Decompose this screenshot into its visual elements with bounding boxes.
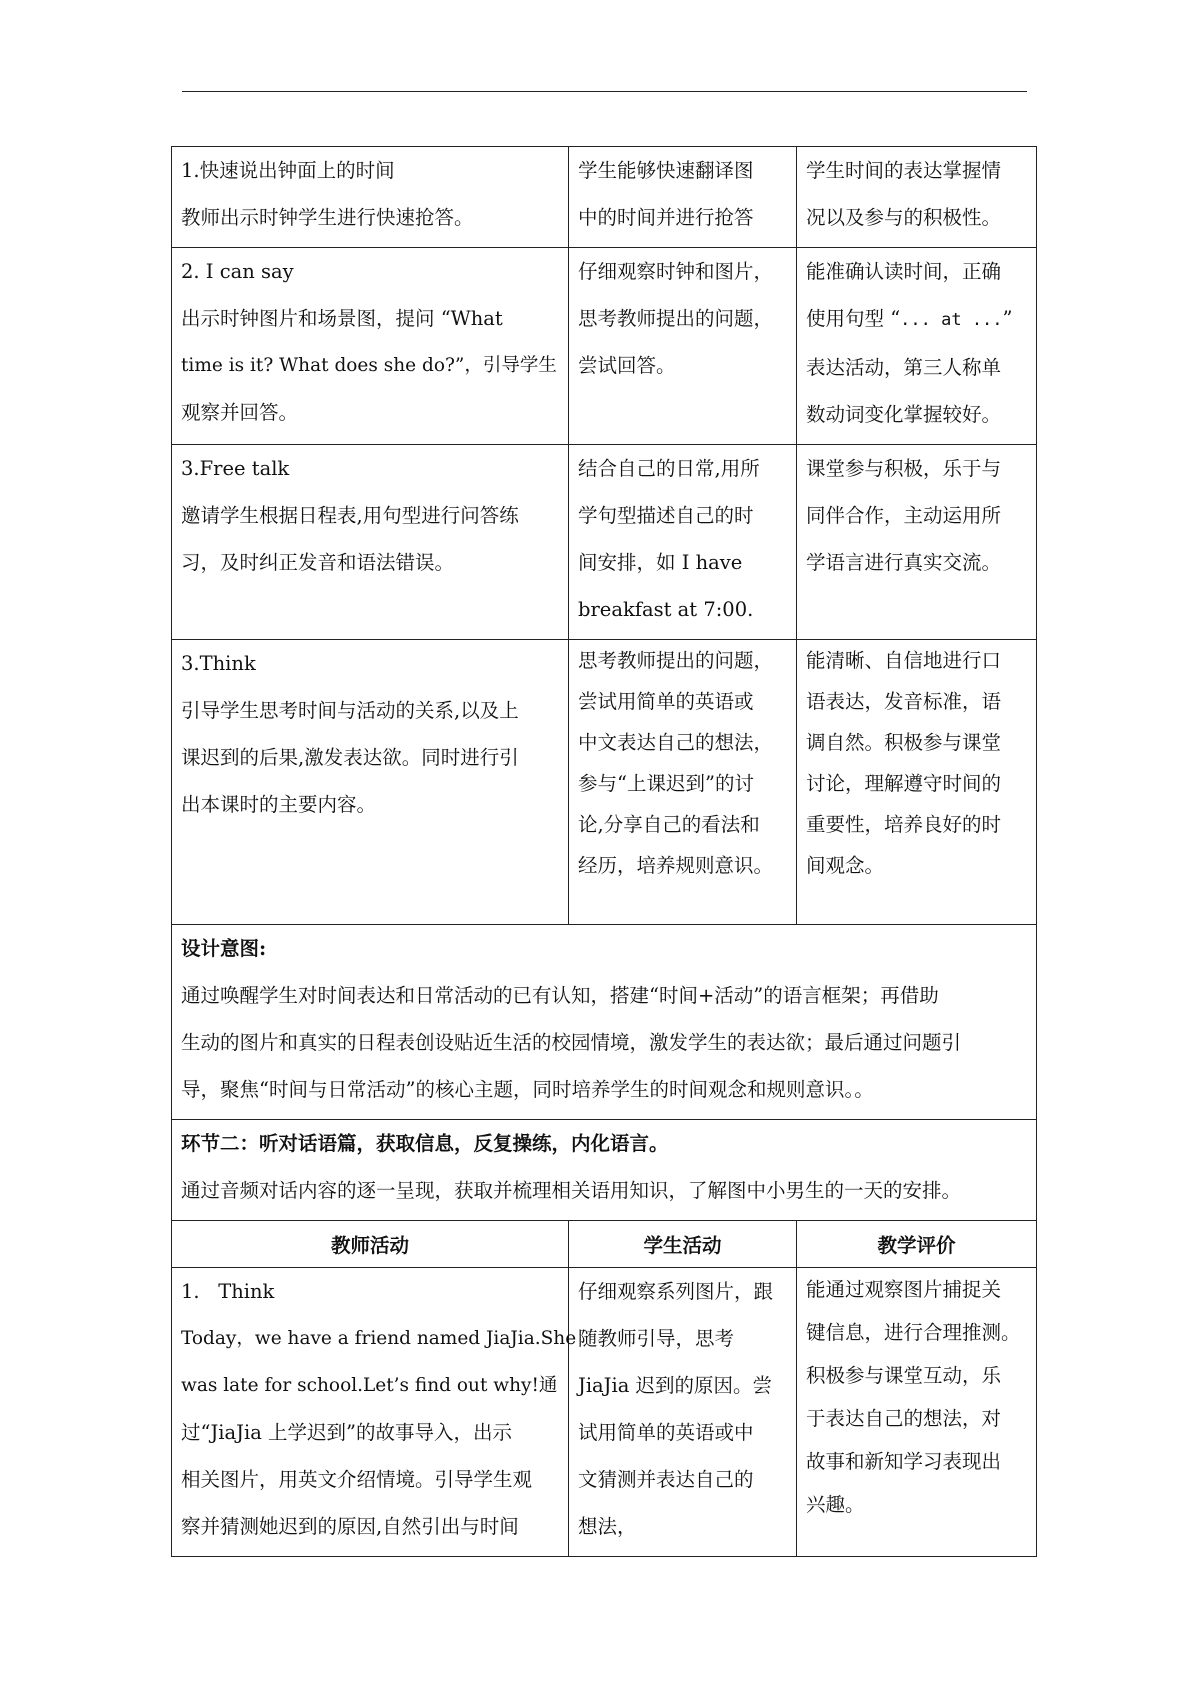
text-line: 通过唤醒学生对时间表达和日常活动的已有认知，搭建“时间+活动”的语言框架；再借助 (181, 984, 939, 1007)
text-line: 3.Think (181, 652, 256, 675)
text-line: 课堂参与积极，乐于与 (806, 457, 1002, 480)
text-line: 能清晰、自信地进行口 (806, 649, 1002, 672)
text-line: 间观念。 (806, 854, 885, 877)
text-line: 调自然。积极参与课堂 (806, 731, 1002, 754)
evaluation-cell (797, 640, 1037, 925)
text-line: 数动词变化掌握较好。 (806, 403, 1002, 426)
text-line: 学生能够快速翻译图 (578, 159, 754, 182)
text-line: 生动的图片和真实的日程表创设贴近生活的校园情境，激发学生的表达欲；最后通过问题引 (181, 1031, 962, 1054)
text-line: 参与“上课迟到”的讨 (578, 772, 754, 795)
text-line: 仔细观察时钟和图片， (578, 260, 774, 283)
teacher-activity-cell (172, 147, 569, 248)
text-line: 积极参与课堂互动，乐 (806, 1364, 1002, 1387)
text-line: 键信息，进行合理推测。 (806, 1321, 1021, 1344)
text-line: 讨论，理解遵守时间的 (806, 772, 1002, 795)
teacher-activity-cell (172, 1268, 577, 1557)
text-fragment: 使用句型 “ (806, 307, 901, 330)
text-line: 出示时钟图片和场景图，提问 “What (181, 307, 503, 330)
text-line: 1. Think (181, 1280, 275, 1303)
text-line: 学语言进行真实交流。 (806, 551, 1002, 574)
text-line: 能通过观察图片捕捉关 (806, 1278, 1002, 1301)
text-line: 试用简单的英语或中 (578, 1421, 754, 1444)
section-cell (172, 1120, 1037, 1221)
column-header-student: 学生活动 (569, 1221, 797, 1268)
text-line: 相关图片，用英文介绍情境。引导学生观 (181, 1468, 533, 1491)
evaluation-cell (797, 1268, 1037, 1557)
column-header-teacher: 教师活动 (172, 1221, 569, 1268)
text-line: 察并猜测她迟到的原因,自然引出与时间 (181, 1515, 519, 1538)
text-line: 语表达，发音标准，语 (806, 690, 1002, 713)
text-line: 文猜测并表达自己的 (578, 1468, 754, 1491)
text-line: 同伴合作，主动运用所 (806, 504, 1002, 527)
section-description: 通过音频对话内容的逐一呈现，获取并梳理相关语用知识，了解图中小男生的一天的安排。 (181, 1179, 962, 1202)
text-line: 尝试用简单的英语或 (578, 690, 754, 713)
design-intent-row (172, 925, 1037, 1120)
table-header-row (172, 1221, 1037, 1268)
text-line: 间安排，如 I have (578, 551, 743, 574)
student-activity-cell (569, 640, 797, 925)
text-line: time is it? What does she do?”，引导学生 (181, 355, 557, 376)
text-fragment: ” (1002, 307, 1013, 330)
text-line: 尝试回答。 (578, 354, 676, 377)
table-row (172, 1268, 1037, 1557)
text-line: 经历，培养规则意识。 (578, 854, 774, 877)
text-line: Today，we have a friend named JiaJia.She (181, 1328, 577, 1349)
text-line: 能准确认读时间，正确 (806, 260, 1002, 283)
design-intent-cell (172, 925, 1037, 1120)
text-line: 仔细观察系列图片，跟 (578, 1280, 774, 1303)
teacher-activity-cell (172, 445, 569, 640)
text-line: 3.Free talk (181, 457, 290, 480)
lesson-plan-table (171, 146, 1037, 1557)
text-line: 观察并回答。 (181, 401, 299, 424)
text-line: 邀请学生根据日程表,用句型进行问答练 (181, 504, 519, 527)
student-activity-cell (569, 147, 797, 248)
text-line: 于表达自己的想法，对 (806, 1407, 1002, 1430)
text-line: 随教师引导，思考 (578, 1327, 735, 1350)
evaluation-cell (797, 445, 1037, 640)
student-activity-cell (569, 445, 797, 640)
text-line: 思考教师提出的问题， (578, 649, 774, 672)
table-row (172, 248, 1037, 445)
text-line: breakfast at 7:00. (578, 598, 754, 621)
table-row (172, 640, 1037, 925)
text-line: 中文表达自己的想法， (578, 731, 774, 754)
text-line: 表达活动，第三人称单 (806, 356, 1002, 379)
text-line: 导，聚焦“时间与日常活动”的核心主题，同时培养学生的时间观念和规则意识。。 (181, 1078, 874, 1101)
teacher-activity-cell (172, 640, 569, 925)
student-activity-cell (569, 1268, 797, 1557)
section-title: 环节二：听对话语篇，获取信息，反复操练，内化语言。 (181, 1132, 669, 1155)
text-line: 结合自己的日常,用所 (578, 457, 760, 480)
header-rule (182, 91, 1027, 92)
section-row (172, 1120, 1037, 1221)
text-line: 思考教师提出的问题， (578, 307, 774, 330)
text-line: 1.快速说出钟面上的时间 (181, 159, 395, 182)
evaluation-cell (797, 248, 1037, 445)
evaluation-cell (797, 147, 1037, 248)
text-line: 教师出示时钟学生进行快速抢答。 (181, 206, 474, 229)
text-line: 况以及参与的积极性。 (806, 206, 1002, 229)
text-line (806, 295, 1027, 344)
text-line: 兴趣。 (806, 1493, 865, 1516)
text-line: 习，及时纠正发音和语法错误。 (181, 551, 455, 574)
table-row (172, 147, 1037, 248)
text-line: 课迟到的后果,激发表达欲。同时进行引 (181, 746, 519, 769)
text-line: 过“JiaJia 上学迟到”的故事导入，出示 (181, 1421, 512, 1444)
text-line: 2. I can say (181, 260, 294, 283)
column-header-evaluation: 教学评价 (797, 1221, 1037, 1268)
teacher-activity-cell (172, 248, 569, 445)
sentence-pattern: ... at ... (900, 310, 1003, 330)
text-line: 出本课时的主要内容。 (181, 793, 377, 816)
text-line: 重要性，培养良好的时 (806, 813, 1002, 836)
text-line: 论,分享自己的看法和 (578, 813, 760, 836)
text-line: was late for school.Let’s find out why!通 (181, 1375, 558, 1396)
text-line: 引导学生思考时间与活动的关系,以及上 (181, 699, 519, 722)
text-line: 想法， (578, 1515, 637, 1538)
table-row (172, 445, 1037, 640)
text-line: 故事和新知学习表现出 (806, 1450, 1002, 1473)
text-line: 学生时间的表达掌握情 (806, 159, 1002, 182)
student-activity-cell (569, 248, 797, 445)
text-line: JiaJia 迟到的原因。尝 (578, 1374, 773, 1397)
text-line: 中的时间并进行抢答 (578, 206, 754, 229)
design-intent-title: 设计意图: (181, 937, 267, 960)
text-line: 学句型描述自己的时 (578, 504, 754, 527)
